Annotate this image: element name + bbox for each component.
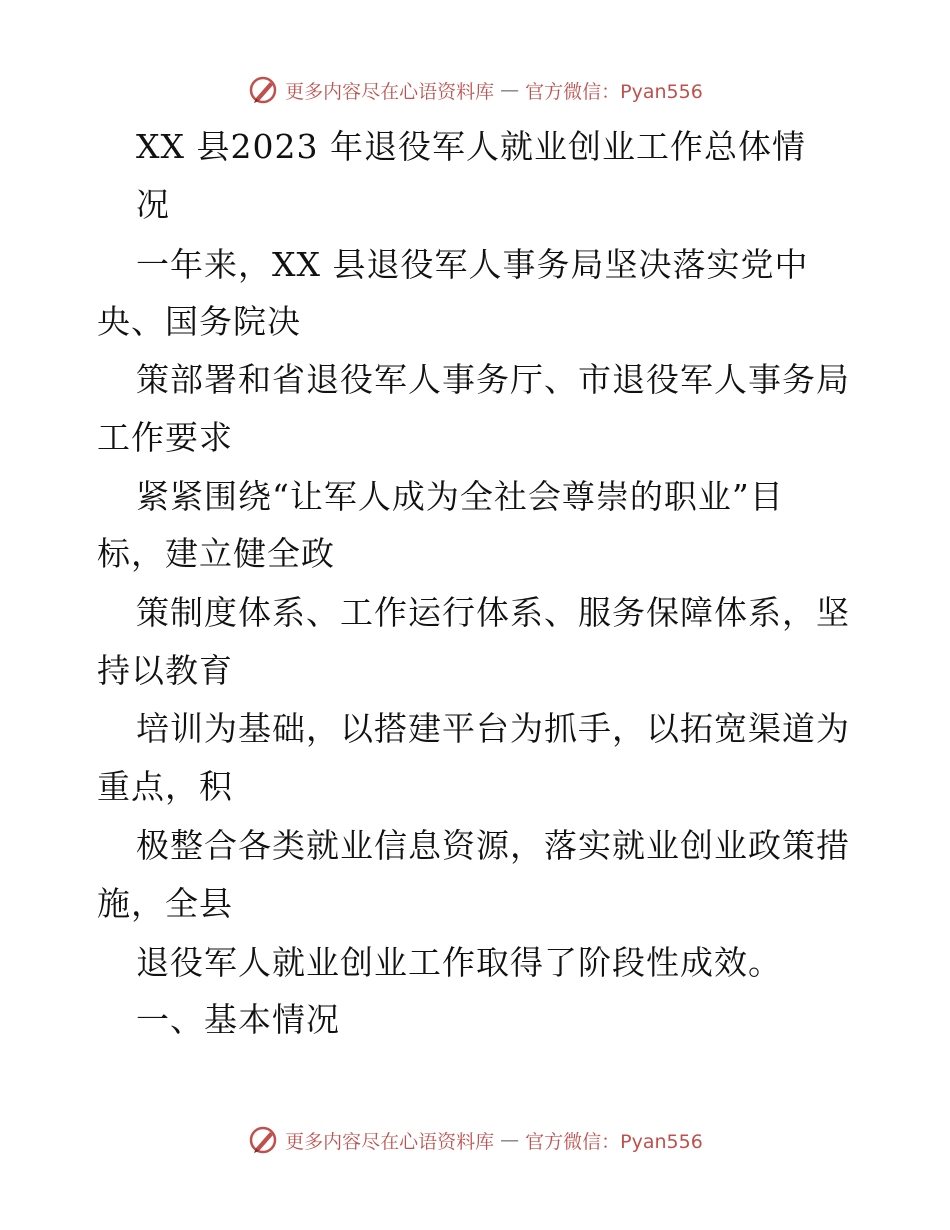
footer-watermark (0, 1124, 950, 1156)
pen-logo-icon (247, 74, 279, 106)
header-watermark (0, 74, 950, 106)
paragraph-line: 培训为基础，以搭建平台为抓手，以拓宽渠道为 (136, 709, 850, 748)
paragraph-line: 策部署和省退役军人事务厅、市退役军人事务局 (136, 360, 850, 399)
watermark-dash: — (500, 1129, 520, 1151)
paragraph-line: 紧紧围绕“让军人成为全社会尊崇的职业”目 (136, 477, 784, 516)
paragraph-line: 工作要求 (97, 418, 233, 457)
paragraph-line: 一年来，XX 县退役军人事务局坚决落实党中 (136, 245, 809, 284)
watermark-dash: — (500, 79, 520, 101)
paragraph-line: 退役军人就业创业工作取得了阶段性成效。 (136, 943, 782, 982)
paragraph-line: 策制度体系、工作运行体系、服务保障体系，坚 (136, 593, 850, 632)
watermark-prefix: 更多内容尽在心语资料库 (285, 1130, 495, 1153)
pen-logo-icon (247, 1124, 279, 1156)
paragraph-line: 央、国务院决 (97, 302, 301, 341)
paragraph-line: 极整合各类就业信息资源，落实就业创业政策措 (136, 826, 850, 865)
doc-title-line-2: 况 (136, 185, 170, 224)
section-heading: 一、基本情况 (136, 1000, 340, 1039)
watermark-suffix: 官方微信：Pyan556 (525, 80, 703, 103)
doc-title-line-1: XX 县2023 年退役军人就业创业工作总体情 (136, 127, 806, 166)
paragraph-line: 施，全县 (97, 884, 233, 923)
watermark-suffix: 官方微信：Pyan556 (525, 1130, 703, 1153)
watermark-prefix: 更多内容尽在心语资料库 (285, 80, 495, 103)
paragraph-line: 持以教育 (97, 651, 233, 690)
paragraph-line: 重点，积 (97, 767, 233, 806)
paragraph-line: 标，建立健全政 (97, 534, 335, 573)
